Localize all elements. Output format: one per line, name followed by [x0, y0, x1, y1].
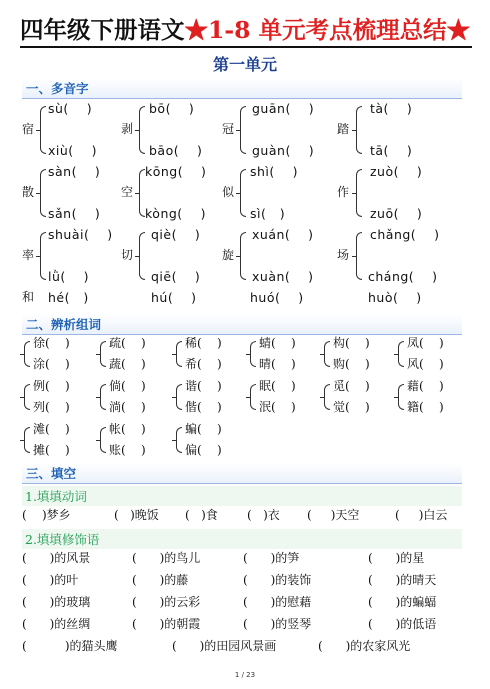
- pair-bottom: 泯( ): [259, 400, 296, 414]
- polyphone-char: 旋: [222, 248, 235, 262]
- title-highlight: ★1-8 单元考点梳理总结★: [184, 16, 471, 44]
- brace: [240, 106, 246, 154]
- brace: [356, 232, 362, 280]
- section-heading-polyphone: 一、多音字: [22, 78, 462, 99]
- modifier-blank: ( )的风景: [22, 551, 91, 565]
- pair-top: 眠( ): [259, 379, 296, 393]
- pair-top: 倘( ): [109, 379, 146, 393]
- pinyin-bottom: cháng( ): [368, 269, 438, 284]
- polyphone-char: 剥: [121, 122, 134, 136]
- brace: [24, 341, 30, 367]
- pinyin-item: hú( ): [151, 290, 197, 305]
- pinyin-top: shuài( ): [48, 227, 113, 242]
- modifier-blank: ( )的装饰: [243, 573, 312, 587]
- pinyin-bottom: xuàn( ): [252, 269, 314, 284]
- brace: [250, 384, 256, 410]
- pinyin-item: huó( ): [250, 290, 304, 305]
- pinyin-item: huò( ): [368, 290, 422, 305]
- pair-top: 谐( ): [185, 379, 222, 393]
- pair-bottom: 账( ): [109, 443, 146, 457]
- pair-bottom: 购( ): [333, 357, 370, 371]
- modifier-blank: ( )的低语: [368, 617, 437, 631]
- brace: [324, 341, 330, 367]
- pair-bottom: 偏( ): [185, 443, 222, 457]
- modifier-blank: ( )的晴天: [368, 573, 437, 587]
- pinyin-bottom: lǜ( ): [48, 269, 90, 284]
- brace: [176, 427, 182, 453]
- brace: [100, 384, 106, 410]
- polyphone-char: 和: [22, 290, 35, 304]
- modifier-blank: ( )的猫头鹰: [22, 639, 118, 653]
- pinyin-top: xuán( ): [252, 227, 314, 242]
- pair-top: 蝙( ): [185, 422, 222, 436]
- pinyin-top: qiè( ): [151, 227, 201, 242]
- modifier-blank: ( )的鸟儿: [132, 551, 201, 565]
- brace: [356, 106, 362, 154]
- modifier-blank: ( )的笋: [243, 551, 300, 565]
- brace: [40, 106, 46, 154]
- brace: [24, 384, 30, 410]
- polyphone-char: 率: [22, 248, 35, 262]
- pair-bottom: 淌( ): [109, 400, 146, 414]
- polyphone-char: 切: [121, 248, 134, 262]
- verb-blank: ( )衣: [247, 508, 280, 522]
- brace: [40, 169, 46, 217]
- polyphone-char: 冠: [222, 122, 235, 136]
- brace: [240, 232, 246, 280]
- brace: [250, 341, 256, 367]
- pair-top: 徐( ): [33, 336, 70, 350]
- subsection-modifiers: 2.填填修饰语: [22, 529, 462, 549]
- pair-top: 觅( ): [333, 379, 370, 393]
- section-heading-fill: 三、填空: [22, 463, 462, 484]
- pair-bottom: 觉( ): [333, 400, 370, 414]
- brace: [139, 232, 145, 280]
- pinyin-bottom: xiù( ): [48, 143, 97, 158]
- pinyin-bottom: bāo( ): [149, 143, 203, 158]
- polyphone-char: 场: [337, 248, 350, 262]
- polyphone-char: 似: [222, 185, 235, 199]
- pair-top: 疏( ): [109, 336, 146, 350]
- pair-top: 滩( ): [33, 422, 70, 436]
- pinyin-top: sù( ): [48, 101, 93, 116]
- pair-bottom: 涂( ): [33, 357, 70, 371]
- title-text: 四年级下册语文: [20, 16, 185, 44]
- modifier-blank: ( )的竖琴: [243, 617, 312, 631]
- unit-title: 第一单元: [212, 55, 277, 74]
- pair-top: 蜻( ): [259, 336, 296, 350]
- pinyin-bottom: kòng( ): [145, 206, 206, 221]
- modifier-blank: ( )的藤: [132, 573, 189, 587]
- brace: [40, 232, 46, 280]
- modifier-blank: ( )的田园风景画: [172, 639, 277, 653]
- polyphone-char: 踏: [337, 122, 350, 136]
- pair-bottom: 晴( ): [259, 357, 296, 371]
- brace: [24, 427, 30, 453]
- modifier-blank: ( )的慰藉: [243, 595, 312, 609]
- brace: [100, 341, 106, 367]
- pinyin-top: chǎng( ): [370, 227, 440, 242]
- polyphone-char: 空: [121, 185, 134, 199]
- brace: [398, 341, 404, 367]
- modifier-blank: ( )的农家风光: [318, 639, 411, 653]
- verb-blank: ( )梦乡: [22, 508, 71, 522]
- modifier-blank: ( )的玻璃: [22, 595, 91, 609]
- brace: [176, 341, 182, 367]
- pair-top: 稀( ): [185, 336, 222, 350]
- brace: [240, 169, 246, 217]
- pair-bottom: 蔬( ): [109, 357, 146, 371]
- polyphone-char: 散: [22, 185, 35, 199]
- pair-top: 凤( ): [407, 336, 444, 350]
- modifier-blank: ( )的叶: [22, 573, 79, 587]
- brace: [398, 384, 404, 410]
- modifier-blank: ( )的蝙蝠: [368, 595, 437, 609]
- pinyin-bottom: sǎn( ): [48, 206, 101, 221]
- brace: [324, 384, 330, 410]
- title-underline: [20, 46, 472, 48]
- pair-bottom: 摊( ): [33, 443, 70, 457]
- page-title: [20, 14, 472, 46]
- pinyin-top: zuò( ): [370, 164, 423, 179]
- polyphone-char: 宿: [22, 122, 35, 136]
- modifier-blank: ( )的星: [368, 551, 425, 565]
- pair-top: 构( ): [333, 336, 370, 350]
- modifier-blank: ( )的云彩: [132, 595, 201, 609]
- brace: [100, 427, 106, 453]
- brace: [176, 384, 182, 410]
- pair-top: 藉( ): [407, 379, 444, 393]
- pair-top: 帐( ): [109, 422, 146, 436]
- brace: [139, 106, 145, 154]
- pair-bottom: 风( ): [407, 357, 444, 371]
- pair-bottom: 籍( ): [407, 400, 444, 414]
- modifier-blank: ( )的丝绸: [22, 617, 91, 631]
- pinyin-top: bō( ): [149, 101, 195, 116]
- page-number: 1 / 23: [234, 671, 256, 679]
- verb-blank: ( )天空: [307, 508, 360, 522]
- pair-bottom: 偕( ): [185, 400, 222, 414]
- modifier-blank: ( )的朝霞: [132, 617, 201, 631]
- pair-bottom: 列( ): [33, 400, 70, 414]
- pinyin-bottom: tā( ): [370, 143, 413, 158]
- verb-blank: ( )晚饭: [114, 508, 159, 522]
- pair-bottom: 希( ): [185, 357, 222, 371]
- pinyin-item: hé( ): [48, 290, 89, 305]
- pinyin-bottom: sì( ): [250, 206, 286, 221]
- pinyin-top: shì( ): [250, 164, 299, 179]
- pinyin-top: tà( ): [370, 101, 413, 116]
- section-heading-compare: 二、辨析组词: [22, 314, 462, 335]
- verb-blank: ( )食: [185, 508, 218, 522]
- verb-blank: ( )白云: [395, 508, 448, 522]
- pinyin-bottom: zuō( ): [370, 206, 423, 221]
- subsection-verbs: 1.填填动词: [22, 486, 462, 506]
- polyphone-char: 作: [337, 185, 350, 199]
- pinyin-top: sàn( ): [48, 164, 101, 179]
- pinyin-bottom: qiē( ): [151, 269, 201, 284]
- brace: [356, 169, 362, 217]
- pinyin-bottom: guàn( ): [252, 143, 315, 158]
- pinyin-top: kōng( ): [145, 164, 207, 179]
- pair-top: 例( ): [33, 379, 70, 393]
- pinyin-top: guān( ): [252, 101, 315, 116]
